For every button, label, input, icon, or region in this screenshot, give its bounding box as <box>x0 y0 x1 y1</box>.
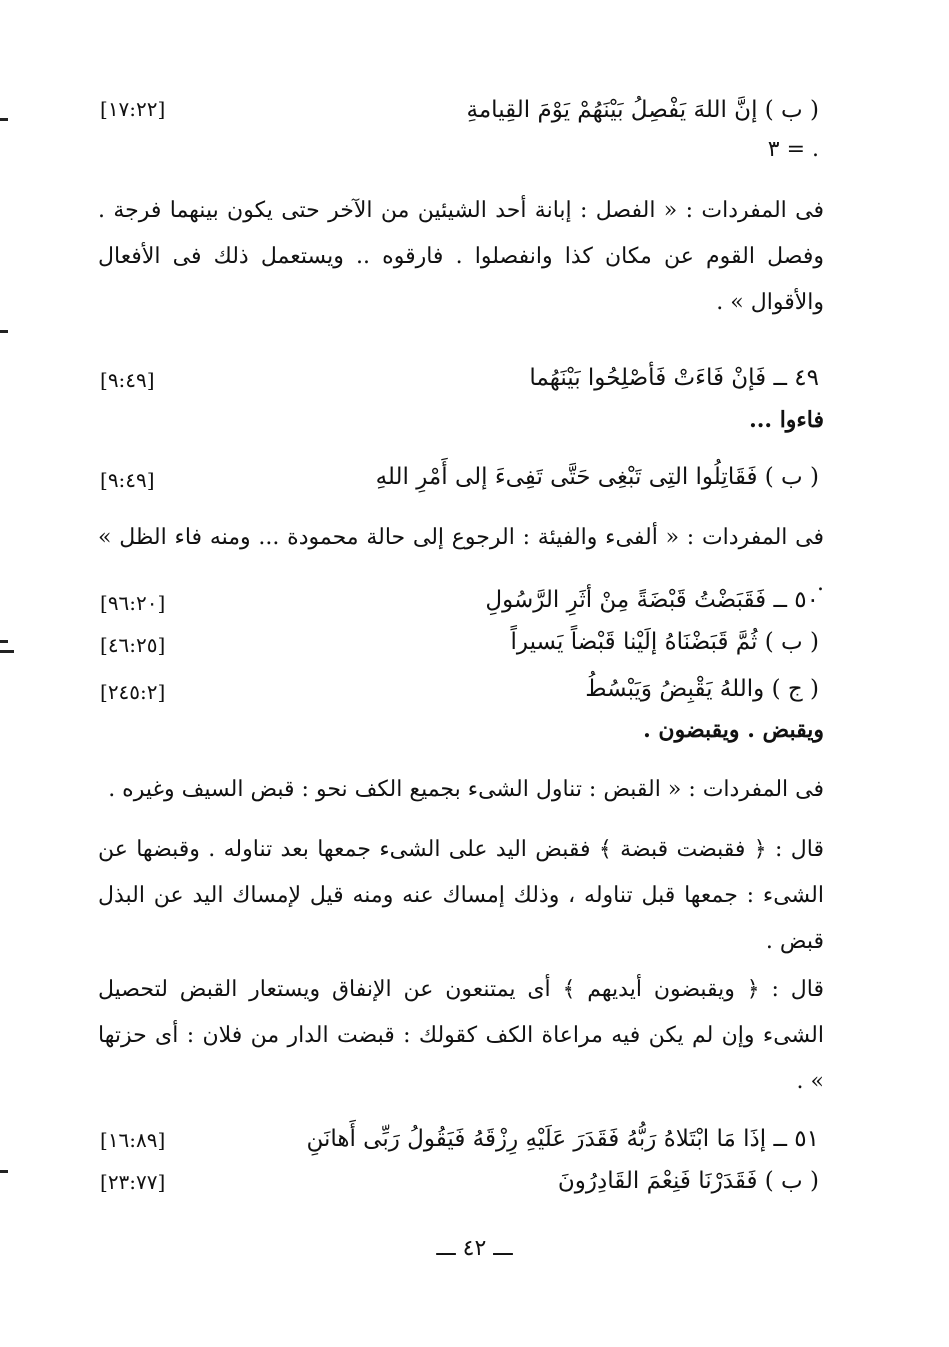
page-number: ـــ ٤٢ ـــ <box>436 1236 513 1261</box>
margin-mark <box>0 650 14 653</box>
verse-line: ( ب ) ثُمَّ قَبَضْنَاهُ إلَيْنا قَبْضاً يَسيراً <box>510 629 819 655</box>
verse-reference: [٢٣:٧٧] <box>100 1170 166 1194</box>
paragraph-mufradat-fay: فى المفردات : « ألفىء والفيئة : الرجوع إلى حالة محمودة ... ومنه فاء الظل » . <box>98 525 824 596</box>
margin-mark <box>0 640 8 643</box>
verse-line: ( ب ) فَقَدَرْنَا فَنِعْمَ القَادِرُونَ <box>557 1168 819 1194</box>
verse-reference: [٤٦:٢٥] <box>100 633 166 657</box>
margin-mark <box>0 330 8 333</box>
entry-word: فاءوا ... <box>749 407 824 433</box>
verse-reference: [١٧:٢٢] <box>100 97 166 121</box>
verse-line: ( ب ) إنَّ اللهَ يَفْصِلُ بَيْنَهُمْ يَوْمَ القِيامةِ <box>466 97 819 123</box>
verse-reference: [٩:٤٩] <box>100 468 155 492</box>
paragraph-mufradat-fasl: فى المفردات : « الفصل : إبانة أحد الشيئين من الآخر حتى يكون بينهما فرجة . وفصل القوم عن مكان كذا وانفصلوا . فارقوه .. ويستعمل ذلك فى الأفعال والأقوال » . <box>98 198 824 315</box>
verse-reference: [٩٦:٢٠] <box>100 591 166 615</box>
verse-line: ٥٠ ــ فَقَبَضْتُ قَبْضَةً مِنْ أثَرِ الرَّسُولِ <box>485 587 819 613</box>
paragraph-qabd-explanation: قال : ﴿ فقبضت قبضة ﴾ فقبض اليد على الشىء جمعها بعد تناوله . وقبضها عن الشىء : جمعها قبل تناوله ، وذلك إمساك عنه ومنه قيل لإمساك اليد عن البذل قبض . <box>98 837 824 954</box>
note-line: ٣ = . <box>767 137 819 162</box>
verse-line: ( ب ) فَقَاتِلُوا التِى تَبْغِى حَتَّى تَفِىءَ إلى أَمْرِ اللهِ <box>375 464 819 490</box>
verse-line: ( ج ) واللهُ يَقْبِضُ وَيَبْسُطُ <box>585 676 819 702</box>
margin-mark <box>0 118 8 121</box>
verse-line: ٥١ ــ إذَا مَا ابْتَلاهُ رَبُّهُ فَقَدَرَ عَلَيْهِ رِزْقَهُ فَيَقُولُ رَبِّى أَهانَنِ <box>306 1126 819 1152</box>
verse-reference: [٢٤٥:٢] <box>100 680 166 704</box>
entry-word: ويقبض . ويقبضون . <box>643 717 824 743</box>
paragraph-qabd-yadayhim: قال : ﴿ ويقبضون أيديهم ﴾ أى يمتنعون عن الإنفاق ويستعار القبض لتحصيل الشىء وإن لم يكن فيه مراعاة الكف كقولك : قبضت الدار من فلان : أى حزتها » . <box>98 977 824 1094</box>
verse-line: ٤٩ ــ فَإنْ فَاءَتْ فَأصْلِحُوا بَيْنَهُما <box>529 365 819 391</box>
verse-reference: [١٦:٨٩] <box>100 1128 166 1152</box>
paragraph-mufradat-qabd: فى المفردات : « القبض : تناول الشىء بجميع الكف نحو : قبض السيف وغيره . <box>108 777 824 802</box>
margin-mark <box>0 1170 8 1173</box>
verse-reference: [٩:٤٩] <box>100 368 155 392</box>
